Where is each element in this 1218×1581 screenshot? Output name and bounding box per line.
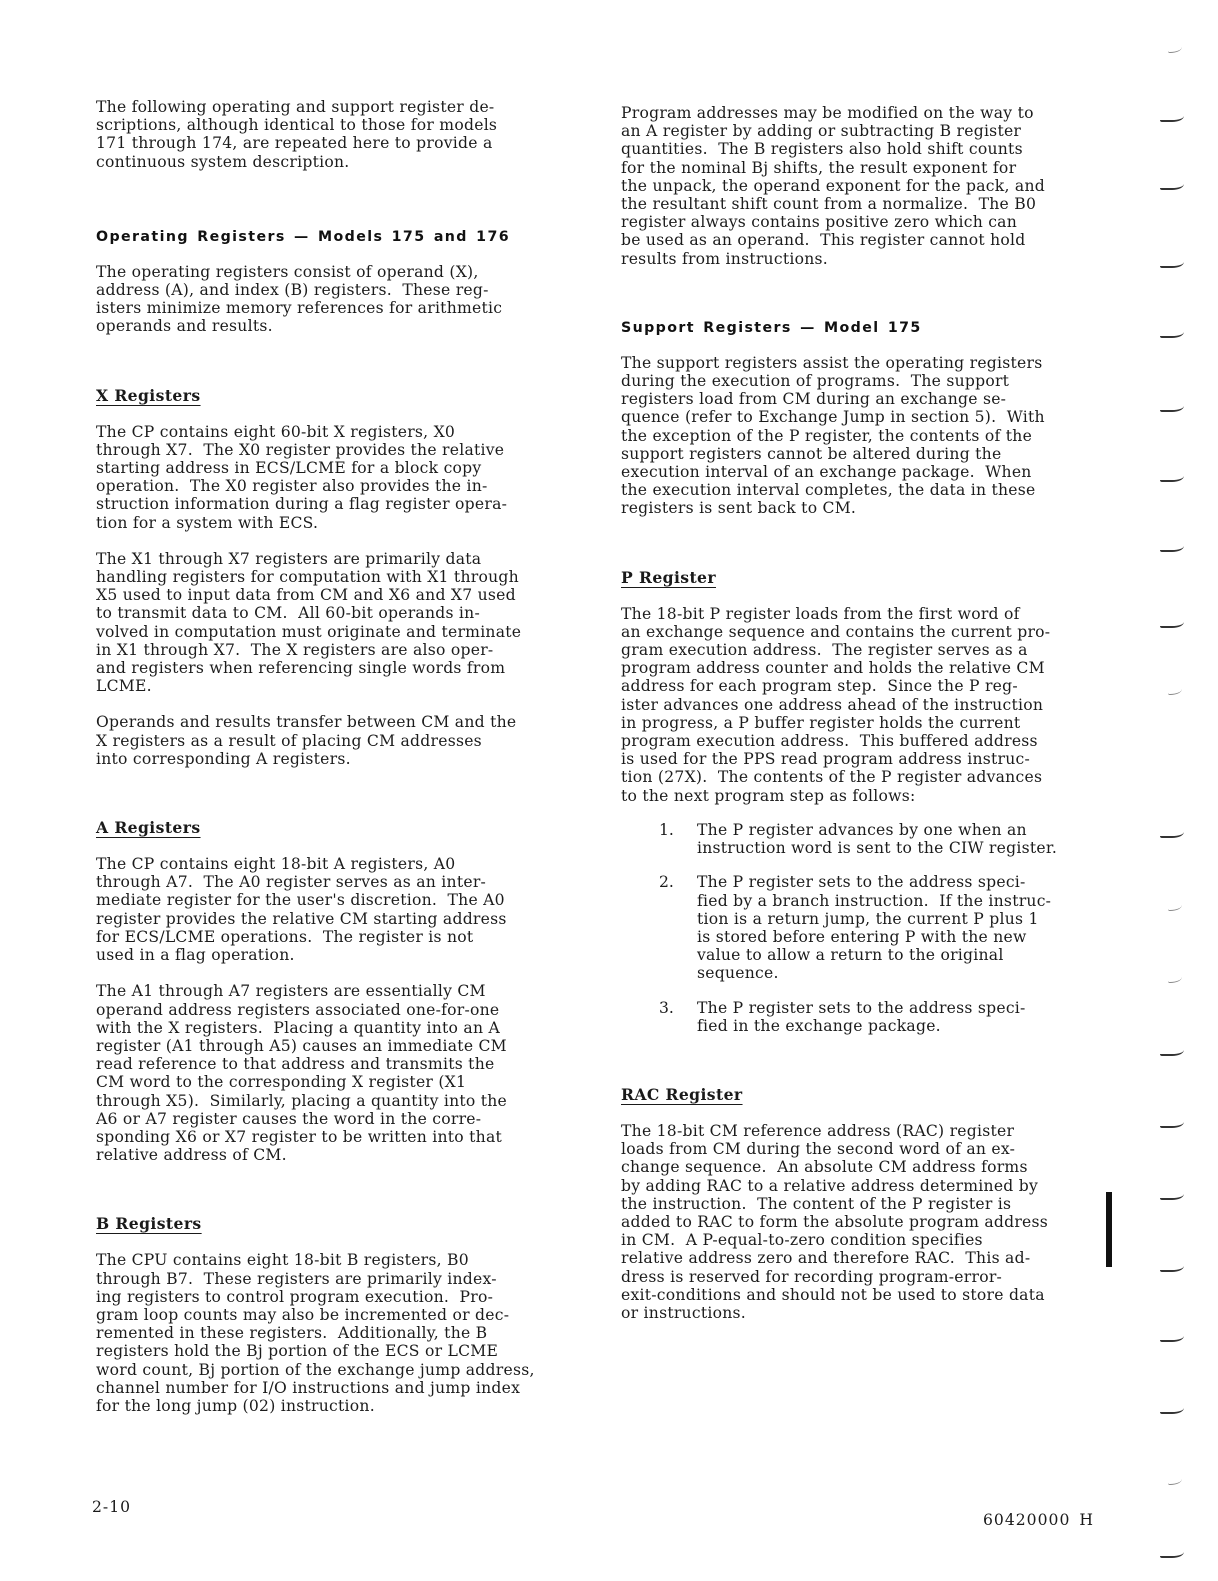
operating-registers-heading: Operating Registers — Models 175 and 176 [96,228,511,245]
left-column [96,98,576,1415]
x-registers-paragraph-1: The CP contains eight 60-bit X registers, X0 through X7. The X0 register provides the relative starting address in ECS/LCME for a block copy operation. The X0 register also provides the in- struction information during a flag register opera- tion for a system with ECS. [96,422,508,532]
list-item-text: The P register sets to the address speci- fied by a branch instruction. If the instruc- tion is a return jump, the current P plus 1 is stored before entering P with the new value to allow a return to the original sequence. [697,873,1052,983]
x-registers-paragraph-3: Operands and results transfer between CM and the X registers as a result of placing CM addresses into corresponding A registers. [96,713,517,768]
binding-mark [1160,1256,1184,1272]
binding-mark [1160,1040,1184,1056]
b-registers-heading: B Registers [96,1214,202,1234]
rac-register-paragraph: The 18-bit CM reference address (RAC) register loads from CM during the second word of an ex- change sequence. An absolute CM address forms by adding RAC to a relative address determined by the instruction. The content of the P register is added to RAC to form the absolute program address in CM. A P-equal-to-zero condition specifies relative address zero and therefore RAC. This ad- dress is reserved for recording program-error- exit-conditions and should not be used to store data or instructions. [621,1121,1049,1322]
intro-paragraph: The following operating and support register de- scriptions, although identical to those for models 171 through 174, are repeated here to provide a continuous system description. [96,98,498,171]
list-item [621,821,1107,857]
binding-mark [1160,174,1184,190]
support-registers-paragraph: The support registers assist the operating registers during the execution of programs. The support registers load from CM during an exchange se- quence (refer to Exchange Jump in section 5). With the exception of the P register, the contents of the support registers cannot be altered during the execution interval of an exchange package. When the execution interval completes, the data in these registers is sent back to CM. [621,353,1045,518]
binding-mark [1160,252,1184,268]
binding-mark [1160,536,1184,552]
document-number: 60420000 H [983,1511,1094,1529]
binding-mark [1160,1112,1184,1128]
binding-mark [1160,322,1184,338]
binding-mark [1168,38,1182,53]
list-item-number: 3. [659,998,674,1017]
binding-mark [1160,1326,1184,1342]
binding-mark [1168,680,1182,695]
x-registers-paragraph-2: The X1 through X7 registers are primarily data handling registers for computation with X1 through X5 used to input data from CM and X6 and X7 used to transmit data to CM. All 60-bit operands in- volved in computation must originate and terminate in X1 through X7. The X registers are also oper- and registers when referencing single words from LCME. [96,549,522,696]
change-bar [1106,1192,1112,1267]
p-register-paragraph: The 18-bit P register loads from the first word of an exchange sequence and contains the current pro- gram execution address. The register serves as a program address counter and holds the relative CM address for each program step. Since the P reg- ister advances one address ahead of the instruction in progress, a P buffer register holds the current program execution address. This buffered address is used for the PPS read program address instruc- tion (27X). The contents of the P register advances to the next program step as follows: [621,604,1051,805]
list-item-text: The P register sets to the address speci- fied in the exchange package. [697,998,1026,1035]
x-registers-heading: X Registers [96,385,201,405]
operating-registers-paragraph: The operating registers consist of operand (X), address (A), and index (B) registers. These reg- isters minimize memory references for arithmetic operands and results. [96,262,503,336]
support-registers-heading: Support Registers — Model 175 [621,319,922,336]
binding-mark [1160,396,1184,412]
binding-mark [1168,968,1182,983]
list-item [621,873,1107,982]
binding-mark [1160,1542,1184,1558]
binding-mark [1168,1470,1182,1485]
b-registers-paragraph: The CPU contains eight 18-bit B registers, B0 through B7. These registers are primarily index- ing registers to control program execution. Pro- gram loop counts may also be incremented or dec- remented in these registers. Additionally, the B registers hold the Bj portion of the ECS or LCME word count, Bj portion of the exchange jump address, channel number for I/O instructions and jump index for the long jump (02) instruction. [96,1251,535,1415]
b-registers-continued-paragraph: Program addresses may be modified on the way to an A register by adding or subtracting B register quantities. The B registers also hold shift counts for the nominal Bj shifts, the result exponent for the unpack, the operand exponent for the pack, and the resultant shift count from a normalize. The B0 register always contains positive zero which can be used as an operand. This register cannot hold results from instructions. [621,104,1045,268]
p-register-heading: P Register [621,567,716,587]
binding-mark [1160,106,1184,122]
binding-mark [1160,1398,1184,1414]
page-number: 2-10 [92,1498,132,1516]
binding-mark [1168,896,1182,911]
list-item-text: The P register advances by one when an instruction word is sent to the CIW register. [697,820,1058,858]
list-item-number: 2. [659,873,674,892]
right-column [621,104,1107,1322]
binding-mark [1160,1184,1184,1200]
a-registers-heading: A Registers [96,818,201,838]
list-item [621,999,1107,1035]
binding-mark [1160,466,1184,482]
rac-register-heading: RAC Register [621,1084,743,1104]
a-registers-paragraph-1: The CP contains eight 18-bit A registers, A0 through A7. The A0 register serves as an inter- mediate register for the user's discretion. The A0 register provides the relative CM starting address for ECS/LCME operations. The register is not used in a flag operation. [96,855,507,965]
list-item-number: 1. [659,820,674,839]
binding-mark [1160,612,1184,628]
a-registers-paragraph-2: The A1 through A7 registers are essentially CM operand address registers associated one-for-one with the X registers. Placing a quantity into an A register (A1 through A5) causes an immediate CM read reference to that address and transmits the CM word to the corresponding X register (X1 through X5). Similarly, placing a quantity into the A6 or A7 register causes the word in the corre- sponding X6 or X7 register to be written into that relative address of CM. [96,982,508,1165]
binding-mark [1160,822,1184,838]
